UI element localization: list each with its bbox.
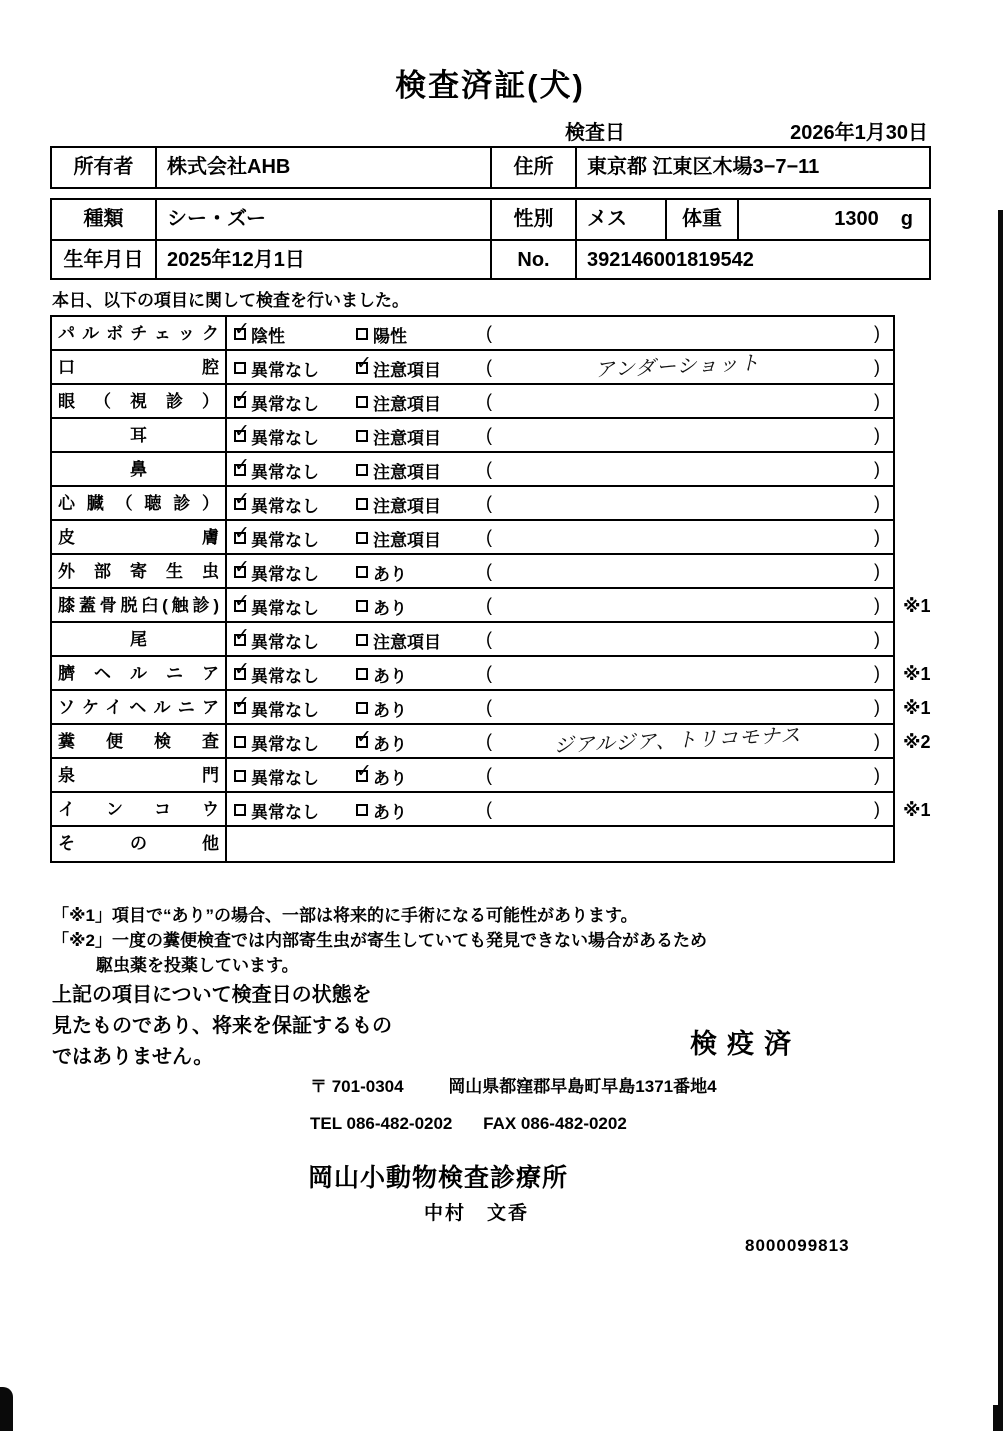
exam-table-row bbox=[52, 657, 931, 691]
clinic-address: 岡山県都窪郡早島町早島1371番地4 bbox=[448, 1077, 717, 1096]
checkbox-option-label: 注意項目 bbox=[373, 496, 441, 516]
checkmark-icon: ✓ bbox=[356, 727, 372, 748]
checkbox-icon bbox=[234, 362, 246, 374]
footnote-mark: ※1 bbox=[903, 698, 931, 718]
footnotes bbox=[52, 903, 707, 978]
checkbox-option-label: 異常なし bbox=[251, 598, 319, 618]
checkbox-icon bbox=[234, 770, 246, 782]
paren-close: ) bbox=[874, 561, 880, 581]
footnote-mark: ※1 bbox=[903, 800, 931, 820]
exam-row-label: その他 bbox=[52, 827, 227, 861]
checkmark-icon: ✓ bbox=[356, 761, 372, 782]
checkbox-option-1 bbox=[234, 351, 319, 385]
checkbox-option-label: 異常なし bbox=[251, 564, 319, 584]
exam-row-label: 鼻 bbox=[52, 453, 227, 485]
exam-row-content bbox=[227, 827, 893, 861]
exam-row-label: パルボチェック bbox=[52, 317, 227, 349]
scan-artifact-right-edge bbox=[998, 210, 1003, 1431]
scan-artifact-bottom-left bbox=[0, 1387, 13, 1431]
exam-row-content bbox=[227, 623, 893, 655]
checkbox-option-1 bbox=[234, 657, 319, 691]
exam-row-label: 心臓（聴診） bbox=[52, 487, 227, 519]
checkbox-option-1 bbox=[234, 691, 319, 725]
exam-table-row bbox=[52, 521, 893, 555]
checkbox-option-1 bbox=[234, 385, 319, 419]
exam-row-content bbox=[227, 419, 893, 451]
checkbox-option-2 bbox=[356, 317, 407, 351]
checkbox-option-label: 注意項目 bbox=[373, 530, 441, 550]
disclaimer-line2: 見たものであり、将来を保証するもの bbox=[52, 1015, 392, 1037]
footnote-mark: ※1 bbox=[903, 664, 931, 684]
checkbox-option-label: あり bbox=[373, 700, 407, 720]
checkmark-icon: ✓ bbox=[234, 421, 250, 442]
checkbox-option-label: あり bbox=[373, 598, 407, 618]
checkbox-icon bbox=[356, 328, 368, 340]
exam-table-row bbox=[52, 453, 893, 487]
intro-text: 本日、以下の項目に関して検査を行いました。 bbox=[52, 291, 409, 310]
checkbox-icon bbox=[234, 625, 250, 646]
owner-label: 所有者 bbox=[52, 148, 157, 187]
exam-row-content bbox=[227, 385, 893, 417]
checkbox-option-label: 注意項目 bbox=[373, 428, 441, 448]
checkbox-option-label: 注意項目 bbox=[373, 632, 441, 652]
clinic-tel: TEL 086-482-0202 bbox=[310, 1114, 453, 1133]
checkbox-icon bbox=[234, 523, 250, 544]
exam-row-label: 糞便検査 bbox=[52, 725, 227, 757]
checkbox-option-label: 陰性 bbox=[251, 326, 285, 346]
paren-open: ( bbox=[486, 323, 492, 343]
exam-row-content bbox=[227, 725, 893, 757]
serial-number: 8000099813 bbox=[745, 1236, 850, 1255]
exam-table-row bbox=[52, 793, 931, 827]
inspection-date-label: 検査日 bbox=[565, 122, 625, 144]
checkbox-option-2 bbox=[356, 793, 407, 827]
owner-table bbox=[50, 146, 931, 189]
paren-close: ) bbox=[874, 391, 880, 411]
checkbox-icon bbox=[356, 532, 368, 544]
checkbox-option-label: 異常なし bbox=[251, 462, 319, 482]
checkbox-option-2 bbox=[356, 657, 407, 691]
exam-table-row bbox=[52, 317, 893, 351]
checkmark-icon: ✓ bbox=[234, 659, 250, 680]
exam-table-row bbox=[52, 623, 893, 657]
exam-table-row bbox=[52, 555, 893, 589]
paren-open: ( bbox=[486, 731, 492, 751]
checkbox-option-1 bbox=[234, 759, 319, 793]
inspection-date-value: 2026年1月30日 bbox=[790, 122, 928, 144]
checkbox-icon bbox=[234, 693, 250, 714]
checkbox-option-1 bbox=[234, 589, 319, 623]
exam-table-row bbox=[52, 691, 931, 725]
exam-row-content bbox=[227, 691, 893, 723]
birth-row bbox=[52, 239, 929, 278]
paren-close: ) bbox=[874, 357, 880, 377]
checkbox-option-label: 異常なし bbox=[251, 632, 319, 652]
checkbox-option-label: 異常なし bbox=[251, 734, 319, 754]
checkbox-icon bbox=[356, 668, 368, 680]
quarantine-stamp: 検疫済 bbox=[690, 1029, 801, 1059]
checkbox-icon bbox=[234, 659, 250, 680]
checkbox-option-label: あり bbox=[373, 802, 407, 822]
paren-open: ( bbox=[486, 697, 492, 717]
paren-open: ( bbox=[486, 391, 492, 411]
paren-open: ( bbox=[486, 561, 492, 581]
paren-close: ) bbox=[874, 663, 880, 683]
exam-row-label: 眼（視診） bbox=[52, 385, 227, 417]
paren-open: ( bbox=[486, 527, 492, 547]
address-label: 住所 bbox=[492, 148, 577, 187]
disclaimer-line3: ではありません。 bbox=[52, 1046, 214, 1068]
exam-row-content bbox=[227, 657, 893, 689]
no-label: No. bbox=[492, 241, 577, 278]
checkbox-option-2 bbox=[356, 623, 441, 657]
exam-table-row bbox=[52, 589, 931, 623]
postal-code: 〒 701-0304 bbox=[310, 1077, 404, 1096]
paren-close: ) bbox=[874, 799, 880, 819]
breed-value: シー・ズー bbox=[157, 200, 492, 239]
exam-table-row bbox=[52, 351, 893, 385]
paren-open: ( bbox=[486, 493, 492, 513]
checkbox-option-2 bbox=[356, 589, 407, 623]
checkbox-option-1 bbox=[234, 555, 319, 589]
checkbox-option-label: あり bbox=[373, 768, 407, 788]
breed-row bbox=[52, 200, 929, 239]
paren-close: ) bbox=[874, 527, 880, 547]
checkbox-option-2 bbox=[356, 453, 441, 487]
exam-row-content bbox=[227, 793, 893, 825]
exam-row-label: インコウ bbox=[52, 793, 227, 825]
checkbox-option-2 bbox=[356, 555, 407, 589]
inspection-date-row bbox=[50, 116, 930, 142]
exam-row-label: ソケイヘルニア bbox=[52, 691, 227, 723]
checkbox-icon bbox=[234, 736, 246, 748]
paren-open: ( bbox=[486, 595, 492, 615]
checkmark-icon: ✓ bbox=[234, 693, 250, 714]
exam-table-row bbox=[52, 419, 893, 453]
exam-row-label: 耳 bbox=[52, 419, 227, 451]
exam-row-label: 皮膚 bbox=[52, 521, 227, 553]
checkbox-option-label: 異常なし bbox=[251, 360, 319, 380]
checkmark-icon: ✓ bbox=[234, 387, 250, 408]
checkbox-option-1 bbox=[234, 623, 319, 657]
checkbox-icon bbox=[356, 353, 372, 374]
checkbox-option-label: 異常なし bbox=[251, 428, 319, 448]
exam-row-label: 臍ヘルニア bbox=[52, 657, 227, 689]
address-value: 東京都 江東区木場3−7−11 bbox=[587, 156, 820, 178]
checkbox-option-label: 注意項目 bbox=[373, 394, 441, 414]
exam-row-label: 尾 bbox=[52, 623, 227, 655]
footnote-mark: ※2 bbox=[903, 732, 931, 752]
exam-row-label: 口腔 bbox=[52, 351, 227, 383]
sex-label: 性別 bbox=[492, 200, 577, 239]
checkbox-option-2 bbox=[356, 419, 441, 453]
checkbox-option-2 bbox=[356, 725, 407, 759]
breed-label: 種類 bbox=[52, 200, 157, 239]
exam-table-row bbox=[52, 487, 893, 521]
checkmark-icon: ✓ bbox=[356, 353, 372, 374]
paren-open: ( bbox=[486, 629, 492, 649]
checkbox-option-1 bbox=[234, 453, 319, 487]
no-value: 392146001819542 bbox=[587, 249, 754, 271]
checkbox-option-label: 注意項目 bbox=[373, 360, 441, 380]
checkbox-icon bbox=[356, 600, 368, 612]
exam-row-label: 泉門 bbox=[52, 759, 227, 791]
paren-close: ) bbox=[874, 765, 880, 785]
exam-table-row bbox=[52, 827, 893, 861]
checkbox-icon bbox=[234, 387, 250, 408]
exam-row-content bbox=[227, 487, 893, 519]
result-note: ジアルジア、トリコモナス bbox=[553, 724, 802, 758]
clinic-postal-line bbox=[310, 1072, 717, 1097]
footnote-2-line2: 駆虫薬を投薬しています。 bbox=[96, 956, 299, 975]
checkbox-icon bbox=[356, 464, 368, 476]
checkbox-option-label: 異常なし bbox=[251, 530, 319, 550]
checkbox-option-1 bbox=[234, 487, 319, 521]
checkbox-icon bbox=[356, 498, 368, 510]
weight-label: 体重 bbox=[667, 200, 739, 239]
checkbox-option-label: あり bbox=[373, 564, 407, 584]
checkbox-option-label: 陽性 bbox=[373, 326, 407, 346]
checkbox-icon bbox=[234, 804, 246, 816]
paren-open: ( bbox=[486, 459, 492, 479]
owner-row bbox=[52, 148, 929, 187]
checkbox-option-2 bbox=[356, 487, 441, 521]
inspector-name: 中村 文香 bbox=[424, 1203, 530, 1224]
checkbox-icon bbox=[234, 455, 250, 476]
checkbox-icon bbox=[356, 702, 368, 714]
checkbox-icon bbox=[234, 489, 250, 510]
checkbox-option-2 bbox=[356, 385, 441, 419]
checkbox-option-2 bbox=[356, 351, 441, 385]
checkbox-option-label: 異常なし bbox=[251, 700, 319, 720]
scan-artifact-bottom-right bbox=[993, 1405, 1003, 1431]
exam-row-label: 膝蓋骨脱臼(触診) bbox=[52, 589, 227, 621]
clinic-name: 岡山小動物検査診療所 bbox=[308, 1164, 569, 1192]
checkbox-option-1 bbox=[234, 419, 319, 453]
checkmark-icon: ✓ bbox=[234, 455, 250, 476]
checkbox-icon bbox=[356, 396, 368, 408]
checkbox-option-label: 注意項目 bbox=[373, 462, 441, 482]
paren-close: ) bbox=[874, 459, 880, 479]
checkbox-option-label: 異常なし bbox=[251, 768, 319, 788]
checkmark-icon: ✓ bbox=[234, 625, 250, 646]
weight-cell bbox=[739, 200, 929, 239]
checkmark-icon: ✓ bbox=[234, 523, 250, 544]
paren-close: ) bbox=[874, 731, 880, 751]
weight-unit: g bbox=[900, 208, 913, 230]
checkbox-icon bbox=[234, 591, 250, 612]
exam-table-row bbox=[52, 759, 893, 793]
exam-row-label: 外部寄生虫 bbox=[52, 555, 227, 587]
disclaimer-line1: 上記の項目について検査日の状態を bbox=[52, 984, 372, 1006]
paren-close: ) bbox=[874, 323, 880, 343]
exam-table-row bbox=[52, 724, 931, 759]
checkbox-icon bbox=[234, 557, 250, 578]
checkbox-icon bbox=[356, 430, 368, 442]
checkbox-option-1 bbox=[234, 793, 319, 827]
weight-value: 1300 bbox=[834, 208, 879, 230]
exam-table-row bbox=[52, 385, 893, 419]
paren-close: ) bbox=[874, 425, 880, 445]
footnote-mark: ※1 bbox=[903, 596, 931, 616]
footnote-2-line1: 「※2」一度の糞便検査では内部寄生虫が寄生していても発見できない場合があるため bbox=[52, 931, 707, 950]
paren-close: ) bbox=[874, 629, 880, 649]
clinic-fax: FAX 086-482-0202 bbox=[483, 1114, 627, 1133]
checkbox-option-label: あり bbox=[373, 734, 407, 754]
checkbox-option-label: 異常なし bbox=[251, 666, 319, 686]
checkbox-option-1 bbox=[234, 725, 319, 759]
exam-row-content bbox=[227, 521, 893, 553]
paren-close: ) bbox=[874, 493, 880, 513]
footnote-1: 「※1」項目で“あり”の場合、一部は将来的に手術になる可能性があります。 bbox=[52, 906, 638, 925]
checkbox-option-label: 異常なし bbox=[251, 802, 319, 822]
exam-table bbox=[50, 315, 931, 863]
page-title: 検査済証(犬) bbox=[395, 68, 585, 103]
paren-open: ( bbox=[486, 663, 492, 683]
checkbox-icon bbox=[356, 634, 368, 646]
checkbox-option-2 bbox=[356, 691, 407, 725]
paren-close: ) bbox=[874, 697, 880, 717]
paren-close: ) bbox=[874, 595, 880, 615]
checkbox-icon bbox=[234, 319, 250, 340]
checkbox-option-label: 異常なし bbox=[251, 394, 319, 414]
checkbox-icon bbox=[356, 804, 368, 816]
result-note: アンダーショット bbox=[594, 352, 761, 382]
checkbox-icon bbox=[234, 421, 250, 442]
checkbox-icon bbox=[356, 566, 368, 578]
exam-row-content bbox=[227, 759, 893, 791]
paren-open: ( bbox=[486, 357, 492, 377]
exam-row-content bbox=[227, 589, 893, 621]
checkbox-option-label: 異常なし bbox=[251, 496, 319, 516]
clinic-telfax-line bbox=[310, 1114, 627, 1134]
checkbox-icon bbox=[356, 761, 372, 782]
disclaimer-text bbox=[52, 980, 392, 1073]
checkbox-option-2 bbox=[356, 759, 407, 793]
exam-row-content bbox=[227, 453, 893, 485]
birth-label: 生年月日 bbox=[52, 241, 157, 278]
checkbox-option-label: あり bbox=[373, 666, 407, 686]
birth-value: 2025年12月1日 bbox=[157, 241, 492, 278]
checkbox-option-1 bbox=[234, 317, 285, 351]
exam-row-content bbox=[227, 317, 893, 349]
paren-open: ( bbox=[486, 765, 492, 785]
paren-open: ( bbox=[486, 799, 492, 819]
checkmark-icon: ✓ bbox=[234, 319, 250, 340]
exam-row-content bbox=[227, 351, 893, 383]
checkmark-icon: ✓ bbox=[234, 591, 250, 612]
sex-value: メス bbox=[577, 200, 667, 239]
checkbox-option-2 bbox=[356, 521, 441, 555]
pet-table bbox=[50, 198, 931, 280]
checkbox-icon bbox=[356, 727, 372, 748]
checkbox-option-1 bbox=[234, 521, 319, 555]
checkmark-icon: ✓ bbox=[234, 557, 250, 578]
owner-value: 株式会社AHB bbox=[157, 148, 492, 187]
paren-open: ( bbox=[486, 425, 492, 445]
checkmark-icon: ✓ bbox=[234, 489, 250, 510]
exam-row-content bbox=[227, 555, 893, 587]
